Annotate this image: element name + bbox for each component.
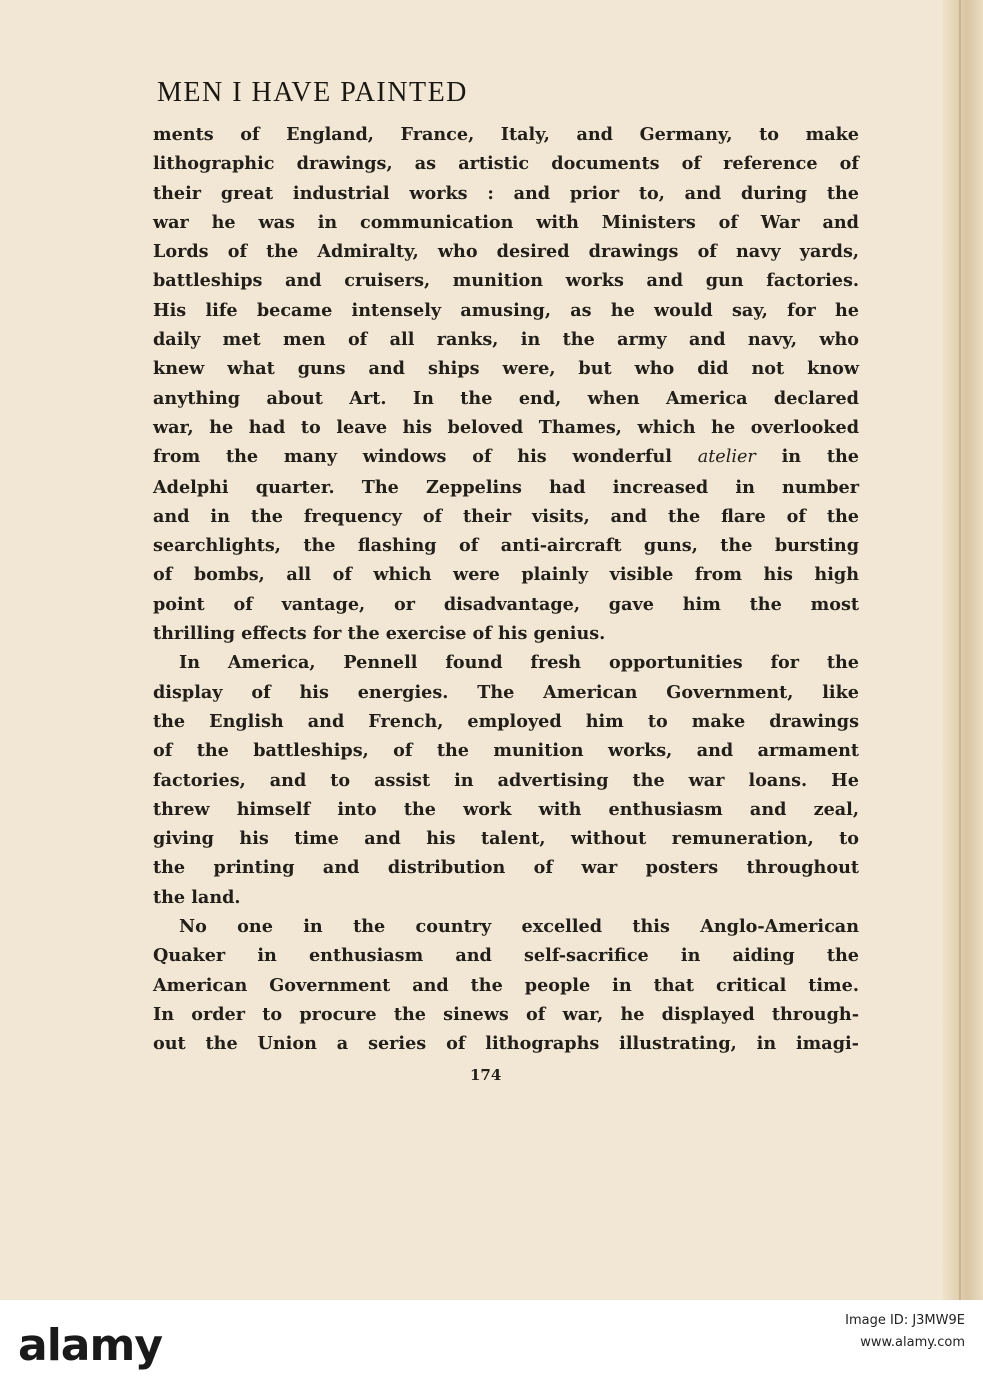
text-line: Lords of the Admiralty, who desired drawings of navy yards, <box>153 241 859 263</box>
text-line: lithographic drawings, as artistic documents of reference of <box>153 153 859 175</box>
text-line: No one in the country excelled this Anglo-American <box>179 916 859 938</box>
stock-image-info <box>845 1310 965 1354</box>
page-number: 174 <box>470 1066 502 1084</box>
text-line: war, he had to leave his beloved Thames, which he overlooked <box>153 416 859 438</box>
text-line: anything about Art. In the end, when America declared <box>153 387 859 409</box>
text-line: the English and French, employed him to make drawings <box>153 710 859 732</box>
text-run: from the many windows of his wonderful <box>153 446 698 468</box>
text-line: Quaker in enthusiasm and self-sacrifice in aiding the <box>153 945 859 967</box>
text-line: His life became intensely amusing, as he would say, for he <box>153 299 859 321</box>
text-line: Adelphi quarter. The Zeppelins had increased in number <box>153 476 859 498</box>
text-line: In America, Pennell found fresh opportunities for the <box>179 652 859 674</box>
text-line: threw himself into the work with enthusiasm and zeal, <box>153 798 859 820</box>
text-line: of bombs, all of which were plainly visible from his high <box>153 564 859 586</box>
italic-word: atelier <box>697 447 756 468</box>
text-line: of the battleships, of the munition works, and armament <box>153 740 859 762</box>
text-line: war he was in communication with Ministers of War and <box>153 211 859 233</box>
text-line: factories, and to assist in advertising the war loans. He <box>153 769 859 791</box>
text-line: American Government and the people in that critical time. <box>153 974 859 996</box>
text-block <box>153 120 859 1059</box>
text-line: display of his energies. The American Government, like <box>153 681 859 703</box>
gutter-line <box>959 0 961 1300</box>
page-edge <box>943 0 983 1300</box>
text-line: their great industrial works : and prior to, and during the <box>153 182 859 204</box>
text-line: point of vantage, or disadvantage, gave him the most <box>153 593 859 615</box>
text-line: battleships and cruisers, munition works and gun factories. <box>153 270 859 292</box>
stock-image-id: Image ID: J3MW9E <box>845 1313 965 1328</box>
text-line: the printing and distribution of war posters throughout <box>153 857 859 879</box>
text-line: the land. <box>153 886 241 908</box>
text-line: knew what guns and ships were, but who did not know <box>153 358 859 380</box>
text-run: in the <box>755 446 859 468</box>
stock-logo: alamy <box>18 1320 162 1371</box>
text-line: In order to procure the sinews of war, he displayed through- <box>153 1003 859 1025</box>
page-body <box>153 76 859 1059</box>
text-line: and in the frequency of their visits, and the flare of the <box>153 505 859 527</box>
text-line: daily met men of all ranks, in the army and navy, who <box>153 329 859 351</box>
stock-site: www.alamy.com <box>860 1335 965 1350</box>
stock-watermark-bar <box>0 1300 983 1390</box>
text-line: giving his time and his talent, without remuneration, to <box>153 828 859 850</box>
running-head: MEN I HAVE PAINTED <box>157 77 468 108</box>
text-line: thrilling effects for the exercise of his genius. <box>153 623 606 645</box>
text-line: searchlights, the flashing of anti-aircraft guns, the bursting <box>153 535 859 557</box>
text-line: ments of England, France, Italy, and Germany, to make <box>153 124 859 145</box>
text-line <box>153 442 859 472</box>
text-line: out the Union a series of lithographs illustrating, in imagi- <box>153 1033 859 1055</box>
